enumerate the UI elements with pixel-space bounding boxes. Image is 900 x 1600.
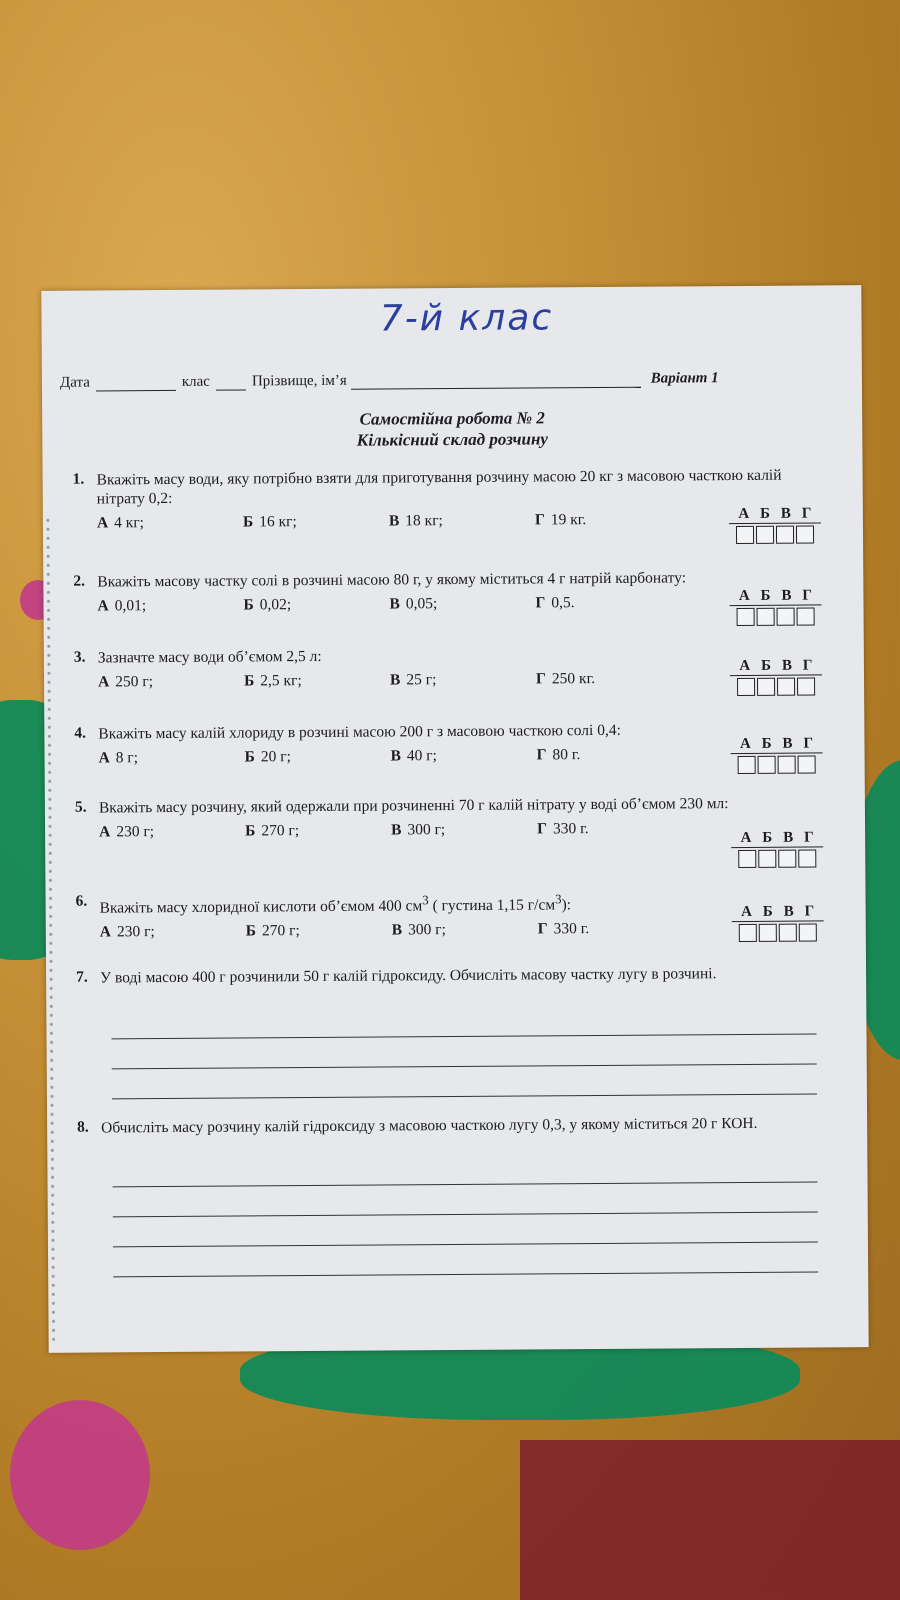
option-d: Г 330 г. xyxy=(537,820,589,838)
question-number: 7. xyxy=(76,968,88,986)
option-d: Г 0,5. xyxy=(535,594,575,612)
answer-grid: А Б В Г xyxy=(729,587,821,626)
class-label: клас xyxy=(181,373,210,390)
name-field[interactable] xyxy=(351,373,641,390)
question-5 xyxy=(74,793,815,847)
option-a: А 8 г; xyxy=(98,749,139,767)
answer-box-a[interactable] xyxy=(737,678,755,696)
answer-box-a[interactable] xyxy=(738,756,756,774)
question-number: 2. xyxy=(73,572,86,590)
question-number: 5. xyxy=(74,798,87,816)
option-a: А 250 г; xyxy=(97,673,154,691)
question-number: 3. xyxy=(73,648,86,666)
answer-box-b[interactable] xyxy=(756,526,774,544)
answer-grid: А Б В Г xyxy=(730,735,822,774)
question-number: 6. xyxy=(75,892,88,910)
answer-box-c[interactable] xyxy=(778,756,796,774)
page-subtitle: Кількісний склад розчину xyxy=(356,429,549,450)
answer-box-d[interactable] xyxy=(797,677,815,695)
option-c: В 25 г; xyxy=(389,671,437,689)
option-d: Г 330 г. xyxy=(537,920,590,938)
answer-grid: А Б В Г xyxy=(730,657,822,696)
question-text: Вкажіть масу води, яку потрібно взяти для приготування розчину масою 20 кг з масовою часткою калій нітрату 0,2: xyxy=(96,466,782,508)
answer-box-a[interactable] xyxy=(736,526,754,544)
question-text: У воді масою 400 г розчинили 50 г калій гідроксиду. Обчисліть масову частку лугу в розчині. xyxy=(100,965,717,987)
answer-line[interactable] xyxy=(112,1093,817,1099)
answer-box-d[interactable] xyxy=(798,755,816,773)
answer-grid: А Б В Г xyxy=(732,903,824,942)
answer-box-b[interactable] xyxy=(758,850,776,868)
handwritten-note: 7-й клас xyxy=(379,297,554,340)
name-label: Прізвище, ім’я xyxy=(251,372,347,390)
perforation-edge xyxy=(45,516,57,1341)
question-number: 8. xyxy=(77,1118,89,1136)
option-c: В 300 г; xyxy=(391,921,446,939)
answer-line[interactable] xyxy=(112,1033,817,1039)
question-1 xyxy=(73,465,813,532)
answer-line[interactable] xyxy=(113,1271,818,1277)
option-d: Г 19 кг. xyxy=(534,511,587,529)
question-text: Вкажіть масу розчину, який одержали при розчиненні 70 г калій нітрату у воді об’ємом 230 мл: xyxy=(98,795,729,817)
option-a: А 0,01; xyxy=(97,597,147,615)
question-3 xyxy=(74,643,814,691)
question-text: Обчисліть масу розчину калій гідроксиду з масовою часткою лугу 0,3, у якому міститься 20 г КОН. xyxy=(101,1114,758,1137)
answer-line[interactable] xyxy=(112,1063,817,1069)
question-8 xyxy=(77,1113,817,1137)
date-field[interactable] xyxy=(96,376,176,392)
option-c: В 40 г; xyxy=(390,747,438,765)
answer-box-c[interactable] xyxy=(778,850,796,868)
option-c: В 0,05; xyxy=(389,595,438,613)
option-b: Б 0,02; xyxy=(243,596,292,614)
student-info-row xyxy=(60,369,840,391)
option-c: В 18 кг; xyxy=(388,512,443,530)
option-d: Г 250 кг. xyxy=(535,670,596,688)
variant-label: Варіант 1 xyxy=(650,370,719,387)
answer-grid: А Б В Г xyxy=(731,829,823,868)
answer-box-a[interactable] xyxy=(738,850,756,868)
answer-box-c[interactable] xyxy=(777,608,795,626)
answer-line[interactable] xyxy=(113,1211,818,1217)
answer-box-b[interactable] xyxy=(757,608,775,626)
answer-line[interactable] xyxy=(113,1181,818,1187)
cloth-pattern-pink xyxy=(10,1400,150,1550)
option-a: А 4 кг; xyxy=(96,514,145,532)
cloth-pattern-red xyxy=(520,1440,900,1600)
page-title: Самостійна робота № 2 xyxy=(359,408,545,429)
option-b: Б 270 г; xyxy=(245,822,300,840)
option-b: Б 2,5 кг; xyxy=(243,672,302,690)
question-text: Вкажіть масу калій хлориду в розчині масою 200 г з масовою часткою солі 0,4: xyxy=(98,721,621,743)
answer-box-d[interactable] xyxy=(798,849,816,867)
answer-box-d[interactable] xyxy=(796,525,814,543)
question-number: 4. xyxy=(74,724,87,742)
worksheet-page xyxy=(41,285,868,1353)
option-b: Б 270 г; xyxy=(245,922,300,940)
option-a: А 230 г; xyxy=(99,923,155,941)
question-6 xyxy=(76,887,816,941)
answer-box-d[interactable] xyxy=(797,607,815,625)
option-a: А 230 г; xyxy=(99,823,155,841)
question-number: 1. xyxy=(72,470,85,488)
class-field[interactable] xyxy=(216,375,246,390)
option-d: Г 80 г. xyxy=(536,746,581,764)
title-block xyxy=(42,405,862,453)
answer-box-b[interactable] xyxy=(758,756,776,774)
answer-box-b[interactable] xyxy=(757,678,775,696)
option-c: В 300 г; xyxy=(391,821,446,839)
option-b: Б 20 г; xyxy=(244,748,291,766)
question-4 xyxy=(74,719,814,767)
option-b: Б 16 кг; xyxy=(242,513,297,531)
answer-box-d[interactable] xyxy=(799,923,817,941)
answer-box-a[interactable] xyxy=(737,608,755,626)
answer-box-c[interactable] xyxy=(776,526,794,544)
question-text: Вкажіть масу хлоридної кислоти об’ємом 400 $см^3$ ( густина 1,15 $г/см^3$): xyxy=(99,891,572,917)
question-text: Вкажіть масову частку солі в розчині масою 80 г, у якому міститься 4 г натрій карбонату: xyxy=(97,569,687,591)
question-2 xyxy=(73,567,813,615)
answer-grid: А Б В Г xyxy=(729,505,821,544)
answer-box-b[interactable] xyxy=(759,924,777,942)
date-label: Дата xyxy=(59,374,90,391)
answer-line[interactable] xyxy=(113,1241,818,1247)
answer-box-c[interactable] xyxy=(779,924,797,942)
question-7 xyxy=(76,963,816,987)
answer-box-c[interactable] xyxy=(777,678,795,696)
question-text: Зазначте масу води об’ємом 2,5 л: xyxy=(97,647,322,667)
answer-box-a[interactable] xyxy=(739,924,757,942)
